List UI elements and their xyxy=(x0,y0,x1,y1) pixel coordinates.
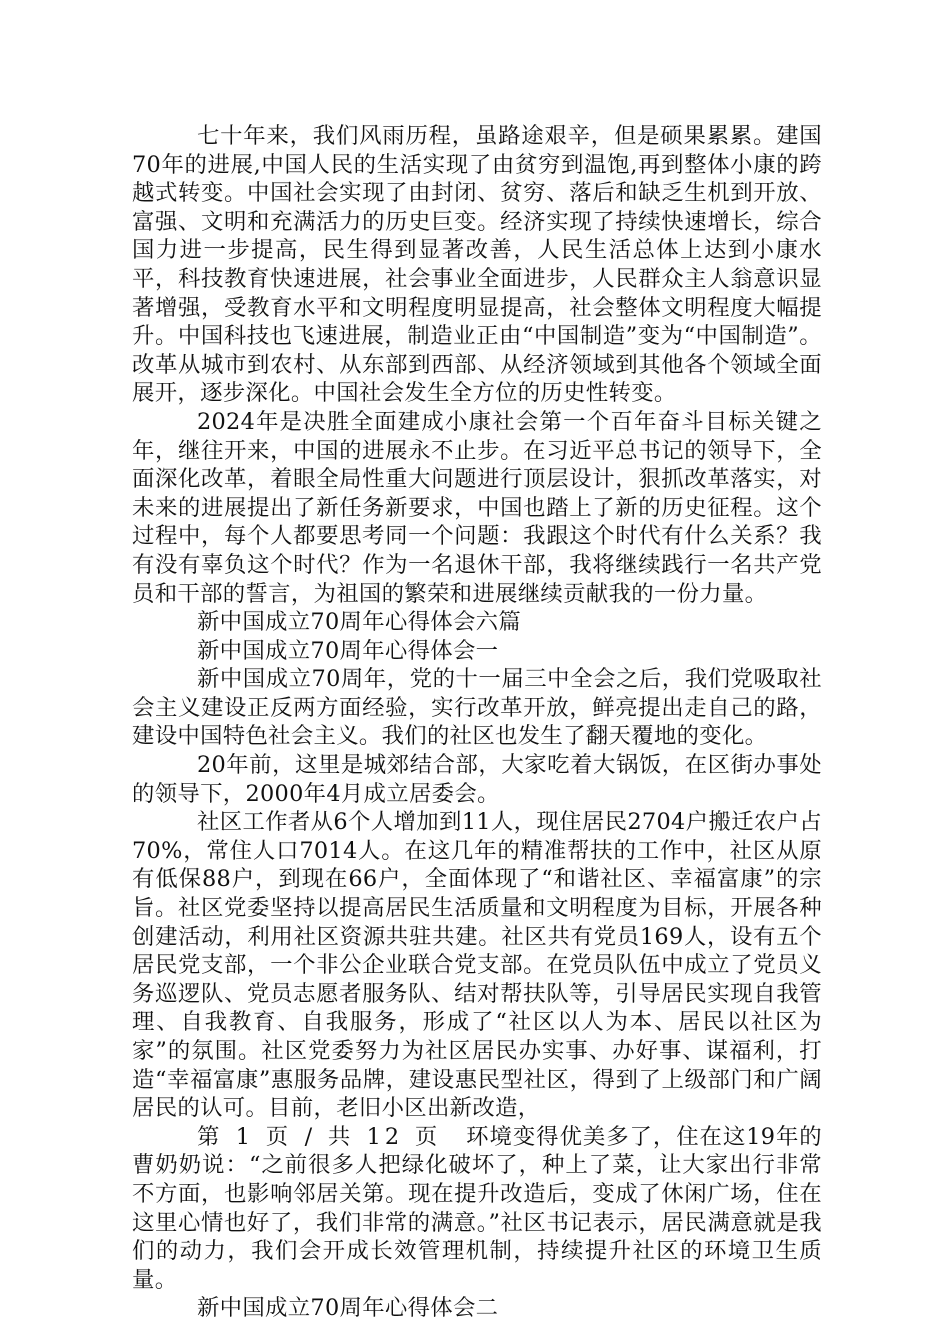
section-title-article-two: 新中国成立70周年心得体会二 xyxy=(196,1295,499,1322)
paragraph-community-workers: 社区工作者从6个人增加到11人，现住居民2704户搬迁农户占70%，常住人口7014人。在这几年的精准帮扶的工作中，社区从原有低保88户，到现在66户，全面体现了“和谐社区、幸福富康”的宗旨。社区党委坚持以提高居民生活质量和文明程度为目标，开展各种创建活动，利用社区资源共驻共建。社区共有党员169人，设有五个居民党支部，一个非公企业联合党支部。在党员队伍中成立了党员义务巡逻队、党员志愿者服务队、结对帮扶队等，引导居民实现自我管理、自我教育、自我服务，形成了“社区以人为本、居民以社区为家”的氛围。社区党委努力为社区居民办实事、办好事、谋福利，打造“幸福富康”惠服务品牌，建设惠民型社区，得到了上级部门和广阔居民的认可。目前，老旧小区出新改造， xyxy=(132,809,822,1122)
section-title-article-one: 新中国成立70周年心得体会一 xyxy=(196,637,499,664)
paragraph-2024: 2024年是决胜全面建成小康社会第一个百年奋斗目标关键之年，继往开来，中国的进展永不止步。在习近平总书记的领导下，全面深化改革，着眼全局性重大问题进行顶层设计，狠抓改革落实，对未来的进展提出了新任务新要求，中国也踏上了新的历史征程。这个过程中，每个人都要思考同一个问题：我跟这个时代有什么关系？我有没有辜负这个时代？作为一名退休干部，我将继续践行一名共产党员和干部的誓言，为祖国的繁荣和进展继续贡献我的一份力量。 xyxy=(132,408,822,607)
paragraph-reform: 新中国成立70周年，党的十一届三中全会之后，我们党吸取社会主义建设正反两方面经验，实行改革开放，鲜亮提出走自己的路，建设中国特色社会主义。我们的社区也发生了翻天覆地的变化。 xyxy=(132,666,822,750)
paragraph-seventy-years: 七十年来，我们风雨历程，虽路途艰辛，但是硕果累累。建国70年的进展,中国人民的生活实现了由贫穷到温饱,再到整体小康的跨越式转变。中国社会实现了由封闭、贫穷、落后和缺乏生机到开放、富强、文明和充满活力的历史巨变。经济实现了持续快速增长，综合国力进一步提高，民生得到显著改善，人民生活总体上达到小康水平，科技教育快速进展，社会事业全面进步，人民群众主人翁意识显著增强，受教育水平和文明程度明显提高，社会整体文明程度大幅提升。中国科技也飞速进展，制造业正由“中国制造”变为“中国制造”。改革从城市到农村、从东部到西部、从经济领域到其他各个领域全面展开，逐步深化。中国社会发生全方位的历史性转变。 xyxy=(132,123,822,407)
paragraph-environment xyxy=(132,1123,822,1295)
page-number-marker: 第 1 页 / 共 12 页 xyxy=(196,1123,442,1150)
paragraph-twenty-years-ago: 20年前，这里是城郊结合部，大家吃着大锅饭，在区街办事处的领导下，2000年4月成立居委会。 xyxy=(132,752,822,807)
document-page xyxy=(132,122,822,1323)
paragraph-environment-text: 环境变得优美多了，住在这19年的曹奶奶说：“之前很多人把绿化破坏了，种上了菜，让大家出行非常不方面，也影响邻居关第。现在提升改造后，变成了休闲广场，住在这里心情也好了，我们非常的满意。”社区书记表示，居民满意就是我们的动力，我们会开成长效管理机制，持续提升社区的环境卫生质量。 xyxy=(132,1123,822,1293)
section-title-six-articles: 新中国成立70周年心得体会六篇 xyxy=(196,609,522,636)
